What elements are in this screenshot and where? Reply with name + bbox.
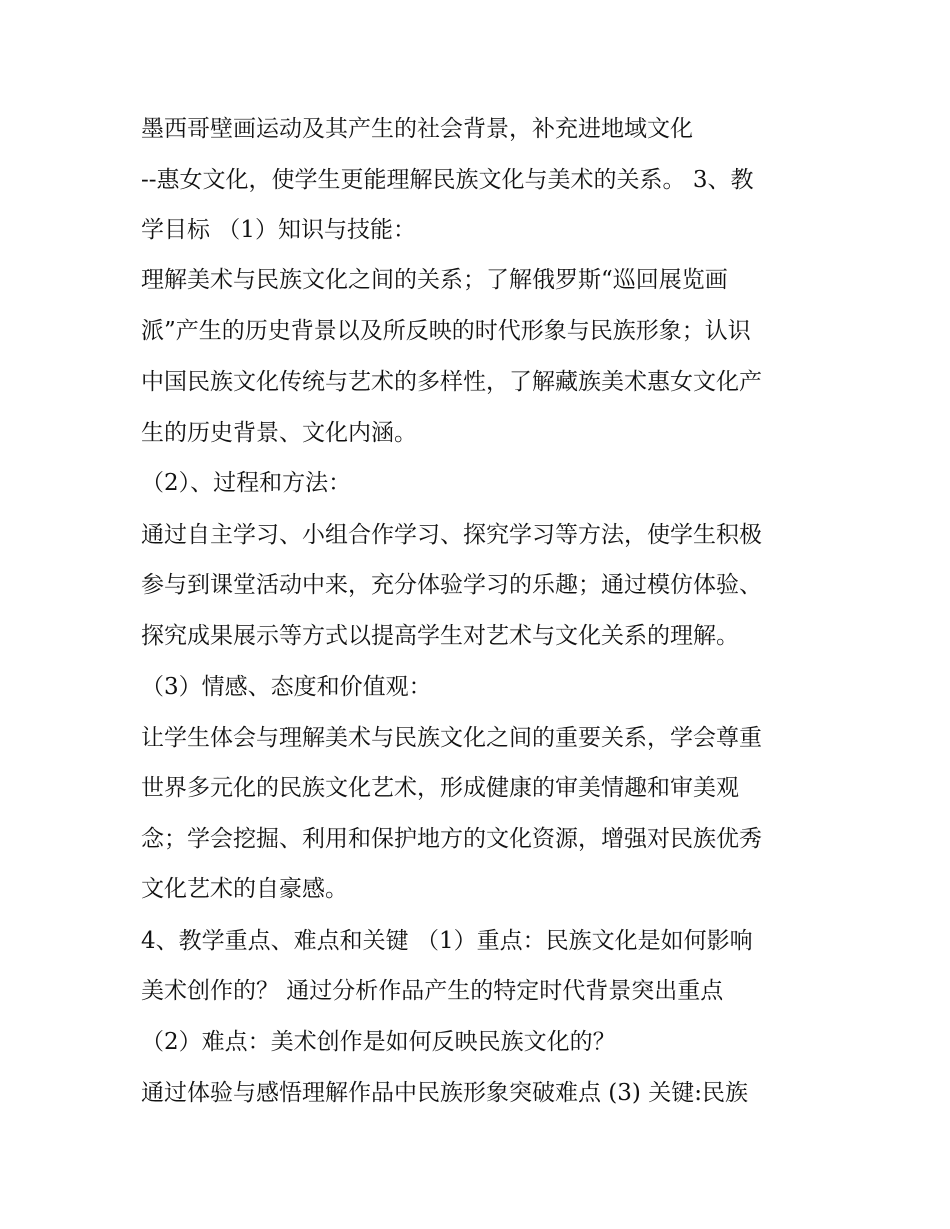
text-line: 通过自主学习、小组合作学习、探究学习等方法，使学生积极 [141,522,762,548]
text-line: 学目标 （1）知识与技能： [141,217,416,243]
text-line: 生的历史背景、文化内涵。 [141,420,417,446]
text-line: 4、教学重点、难点和关键 （1）重点：民族文化是如何影响 [141,928,753,954]
text-line: 派”产生的历史背景以及所反映的时代形象与民族形象；认识 [141,318,751,344]
text-line: --惠女文化，使学生更能理解民族文化与美术的关系。 3、教 [141,167,754,193]
text-line: 世界多元化的民族文化艺术，形成健康的审美情趣和审美观 [141,775,739,801]
text-line: 文化艺术的自豪感。 [141,876,348,902]
section-heading: （3）情感、态度和价值观： [141,674,432,700]
text-line: 中国民族文化传统与艺术的多样性，了解藏族美术惠女文化产 [141,369,762,395]
section-heading: （2）、过程和方法： [141,470,352,496]
text-line: 让学生体会与理解美术与民族文化之间的重要关系，学会尊重 [141,725,762,751]
text-line: （2）难点：美术创作是如何反映民族文化的？ [141,1029,616,1055]
text-line: 念；学会挖掘、利用和保护地方的文化资源，增强对民族优秀 [141,826,762,852]
text-line: 理解美术与民族文化之间的关系；了解俄罗斯“巡回展览画 [141,267,728,293]
text-line: 墨西哥壁画运动及其产生的社会背景，补充进地域文化 [141,116,693,142]
text-line: 美术创作的？ 通过分析作品产生的特定时代背景突出重点 [141,978,724,1004]
text-line: 探究成果展示等方式以提高学生对艺术与文化关系的理解。 [141,623,739,649]
text-line: 通过体验与感悟理解作品中民族形象突破难点 (3) 关键:民族 [141,1080,748,1106]
text-line: 参与到课堂活动中来，充分体验学习的乐趣；通过模仿体验、 [141,572,762,598]
